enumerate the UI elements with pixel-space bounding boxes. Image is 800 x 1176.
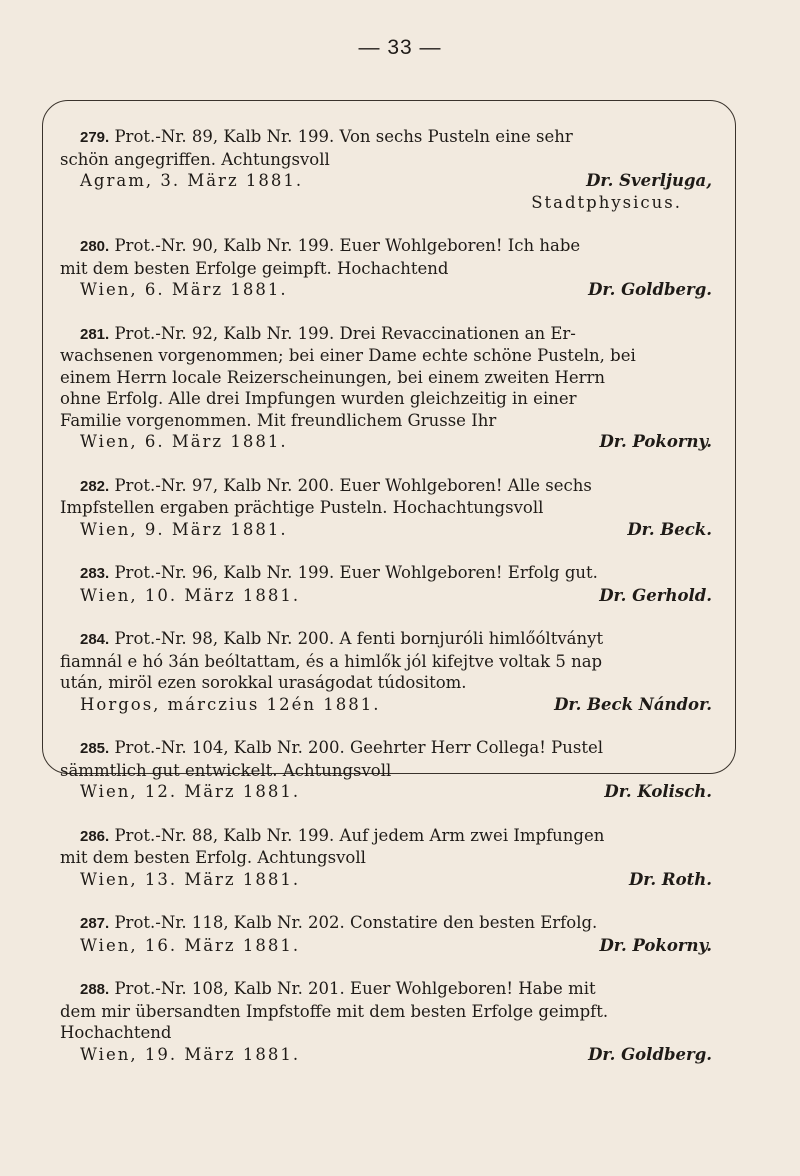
- entry-283: [60, 562, 722, 606]
- entry-text-line: Hochachtend: [60, 1023, 172, 1042]
- doctor-signature: Dr. Pokorny.: [599, 432, 712, 451]
- entry-text-line: sämmtlich gut entwickelt. Achtungsvoll: [60, 760, 392, 780]
- entry-number: 282.: [80, 477, 110, 495]
- entry-281: [60, 323, 722, 453]
- entry-text-line: Prot.-Nr. 118, Kalb Nr. 202. Constatire den besten Erfolg.: [114, 913, 598, 932]
- doctor-signature: Dr. Beck.: [627, 519, 712, 539]
- entry-number: 286.: [80, 827, 110, 845]
- entry-number: 285.: [80, 740, 110, 757]
- entry-text-line: Impfstellen ergaben prächtige Pusteln. Hochachtungsvoll: [60, 498, 544, 517]
- entry-text-line: Familie vorgenommen. Mit freundlichem Grusse Ihr: [60, 410, 497, 430]
- doctor-signature: Dr. Gerhold.: [599, 585, 712, 605]
- doctor-signature: Dr. Kolisch.: [604, 782, 712, 801]
- entry-text-line: Prot.-Nr. 97, Kalb Nr. 200. Euer Wohlgeboren! Alle sechs: [114, 475, 592, 495]
- doctor-signature: Dr. Goldberg.: [588, 1044, 712, 1064]
- doctor-signature: Dr. Pokorny.: [599, 935, 712, 955]
- entry-text-line: schön angegriffen. Achtungsvoll: [60, 149, 330, 169]
- entry-text-line: Prot.-Nr. 98, Kalb Nr. 200. A fenti bornjuróli himlőóltványt: [114, 629, 604, 648]
- entry-text-line: einem Herrn locale Reizerscheinungen, bei einem zweiten Herrn: [60, 367, 606, 387]
- place-date: Wien, 19. März 1881.: [80, 1044, 301, 1064]
- entry-text-line: mit dem besten Erfolge geimpft. Hochachtend: [60, 258, 449, 278]
- entry-text-line: után, miröl ezen sorokkal uraságodat túdositom.: [60, 673, 467, 692]
- entry-282: [60, 475, 722, 541]
- letters-list: [60, 126, 722, 1065]
- entry-text-line: Prot.-Nr. 89, Kalb Nr. 199. Von sechs Pusteln eine sehr: [114, 127, 573, 146]
- entry-279: [60, 126, 722, 213]
- entry-number: 288.: [80, 981, 110, 998]
- entry-number: 287.: [80, 915, 110, 932]
- page-number: — 33 —: [358, 36, 442, 59]
- place-date: Horgos, márczius 12én 1881.: [80, 694, 381, 714]
- entry-text-line: Prot.-Nr. 88, Kalb Nr. 199. Auf jedem Arm zwei Impfungen: [114, 825, 605, 845]
- place-date: Wien, 6. März 1881.: [80, 280, 288, 299]
- entry-text-line: mit dem besten Erfolg. Achtungsvoll: [60, 848, 366, 867]
- entry-text-line: Prot.-Nr. 90, Kalb Nr. 199. Euer Wohlgeboren! Ich habe: [114, 236, 581, 255]
- entry-text-line: Prot.-Nr. 104, Kalb Nr. 200. Geehrter Herr Collega! Pustel: [114, 738, 603, 757]
- entry-285: [60, 737, 722, 803]
- entry-287: [60, 912, 722, 956]
- doctor-signature: Dr. Goldberg.: [588, 280, 712, 299]
- doctor-signature: Dr. Sverljuga,: [586, 171, 712, 190]
- entry-number: 280.: [80, 238, 110, 255]
- entry-288: [60, 978, 722, 1065]
- place-date: Wien, 13. März 1881.: [80, 869, 301, 889]
- entry-text-line: Prot.-Nr. 92, Kalb Nr. 199. Drei Revaccinationen an Er-: [114, 323, 576, 343]
- place-date: Wien, 12. März 1881.: [80, 782, 301, 801]
- entry-text-line: Prot.-Nr. 108, Kalb Nr. 201. Euer Wohlgeboren! Habe mit: [114, 979, 596, 998]
- place-date: Agram, 3. März 1881.: [80, 171, 304, 190]
- doctor-signature: Dr. Roth.: [628, 869, 712, 889]
- place-date: Wien, 16. März 1881.: [80, 935, 301, 955]
- place-date: Wien, 10. März 1881.: [80, 585, 301, 605]
- entry-284: [60, 628, 722, 715]
- entry-number: 283.: [80, 565, 110, 582]
- entry-text-line: Prot.-Nr. 96, Kalb Nr. 199. Euer Wohlgeboren! Erfolg gut.: [114, 563, 598, 582]
- entry-number: 281.: [80, 325, 110, 343]
- entry-number: 284.: [80, 631, 110, 648]
- entry-286: [60, 825, 722, 891]
- entry-280: [60, 235, 722, 301]
- place-date: Wien, 9. März 1881.: [80, 519, 288, 539]
- entry-text-line: dem mir übersandten Impfstoffe mit dem besten Erfolge geimpft.: [60, 1001, 609, 1021]
- entry-number: 279.: [80, 129, 110, 146]
- doctor-signature: Dr. Beck Nándor.: [554, 694, 712, 714]
- entry-text-line: ohne Erfolg. Alle drei Impfungen wurden gleichzeitig in einer: [60, 389, 577, 408]
- place-date: Wien, 6. März 1881.: [80, 432, 288, 451]
- entry-text-line: wachsenen vorgenommen; bei einer Dame echte schöne Pusteln, bei: [60, 346, 636, 365]
- entry-text-line: fiamnál e hó 3án beóltattam, és a himlők jól kifejtve voltak 5 nap: [60, 651, 603, 671]
- doctor-title: Stadtphysicus.: [531, 192, 682, 212]
